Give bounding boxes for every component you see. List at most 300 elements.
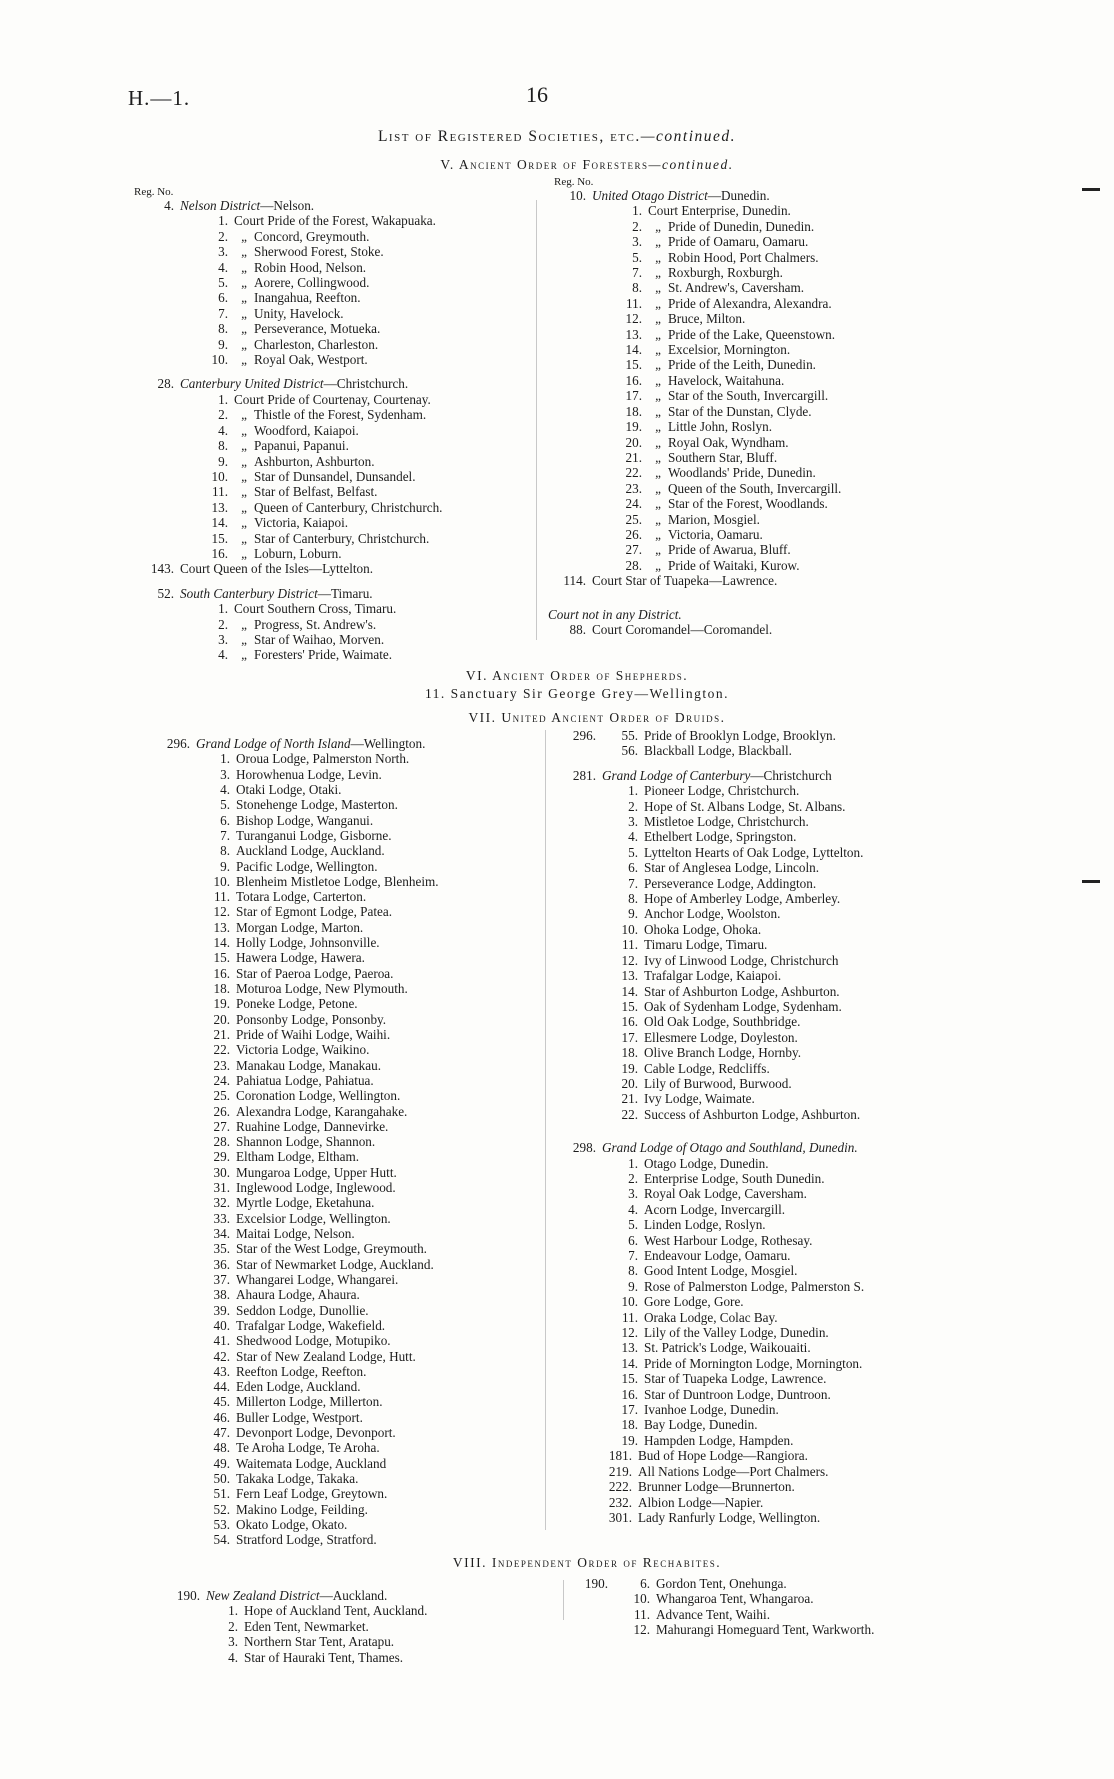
item-number: 3. (218, 244, 228, 260)
list-item (144, 1149, 439, 1164)
indent (158, 1619, 200, 1634)
entry-text: Bud of Hope Lodge—Rangiora. (638, 1448, 808, 1464)
indent (556, 799, 596, 814)
entry-text: Pride of Dunedin, Dunedin. (668, 218, 815, 234)
ditto-mark: „ (655, 526, 661, 542)
entry-text: Concord, Greymouth. (254, 228, 370, 244)
item-number: 3. (220, 766, 230, 782)
entry-text: Queen of Canterbury, Christchurch. (254, 499, 443, 515)
entry-text: Ohoka Lodge, Ohoka. (644, 921, 762, 937)
list-item (556, 1217, 864, 1232)
item-number: 11. (622, 937, 638, 953)
item-number: 2. (628, 1170, 638, 1186)
entry-text: Pride of Waitaki, Kurow. (668, 557, 800, 573)
list-item (548, 311, 841, 326)
indent (128, 260, 174, 275)
list-item (556, 1233, 864, 1248)
ditto-mark: „ (241, 631, 247, 647)
entry-text: Ethelbert Lodge, Springston. (644, 829, 797, 845)
item-number: 10. (211, 468, 228, 484)
ditto-mark: „ (241, 515, 247, 531)
ditto-mark: „ (655, 480, 661, 496)
ditto-mark: „ (241, 290, 247, 306)
indent (128, 321, 174, 336)
item-number: 17. (621, 1402, 638, 1418)
ditto-mark: „ (241, 647, 247, 663)
item-number: 8. (220, 843, 230, 859)
list-item (556, 1156, 864, 1171)
indent (144, 1333, 190, 1348)
item-number: 5. (628, 1217, 638, 1233)
indent (144, 1012, 190, 1027)
indent (548, 203, 586, 218)
entry-text: Olive Branch Lodge, Hornby. (644, 1045, 801, 1061)
item-number: 4. (228, 1649, 238, 1665)
indent (556, 1030, 596, 1045)
entry-text: Okato Lodge, Okato. (236, 1516, 348, 1532)
list-item (144, 1027, 439, 1042)
ditto-mark: „ (655, 234, 661, 250)
indent (556, 814, 596, 829)
item-number: 16. (621, 1386, 638, 1402)
district-name: Canterbury United District (180, 376, 324, 392)
indent (556, 1156, 596, 1171)
item-number: 11. (634, 1606, 650, 1622)
list-item (158, 1650, 427, 1665)
indent (144, 1180, 190, 1195)
item-number: 23. (213, 1057, 230, 1073)
entry-text: Pride of Mornington Lodge, Mornington. (644, 1355, 863, 1371)
list-item (548, 357, 841, 372)
list-item (556, 1061, 864, 1076)
item-number: 37. (213, 1271, 230, 1287)
reg-number: 281. (572, 767, 596, 783)
item-number: 45. (213, 1394, 230, 1410)
entry-text: All Nations Lodge—Port Chalmers. (638, 1463, 829, 1479)
list-item (128, 601, 442, 616)
list-item (128, 515, 442, 530)
list-item (548, 188, 841, 203)
indent (556, 1014, 596, 1029)
item-number: 48. (213, 1440, 230, 1456)
reg-number: 52. (157, 585, 174, 601)
indent (556, 845, 596, 860)
entry-text: —Auckland. (319, 1588, 388, 1603)
item-number: 6. (628, 1232, 638, 1248)
list-item (128, 376, 442, 391)
list-item (556, 1140, 864, 1155)
indent (144, 1165, 190, 1180)
item-number: 38. (213, 1287, 230, 1303)
indent (144, 996, 190, 1011)
item-number: 6. (220, 812, 230, 828)
item-number: 12. (621, 1325, 638, 1341)
indent (556, 953, 596, 968)
item-number: 11. (214, 889, 230, 905)
reg-number: 190. (584, 1576, 608, 1591)
entry-text: Cable Lodge, Redcliffs. (644, 1060, 770, 1076)
list-item (556, 1310, 864, 1325)
indent (548, 234, 586, 249)
entry-text: Charleston, Charleston. (254, 336, 379, 352)
entry-text: Star of Waihao, Morven. (254, 631, 385, 647)
indent (144, 1241, 190, 1256)
indent (128, 337, 174, 352)
entry-text: Star of the South, Invercargill. (668, 388, 829, 404)
item-number: 10. (621, 1294, 638, 1310)
entry-text: Sherwood Forest, Stoke. (254, 244, 384, 260)
entry-text: —Timaru. (317, 585, 373, 601)
document-reference: H.—1. (128, 86, 191, 110)
indent (144, 1104, 190, 1119)
entry-text: Old Oak Lodge, Southbridge. (644, 1014, 801, 1030)
entry-text: Otaki Lodge, Otaki. (236, 781, 342, 797)
indent (568, 1591, 608, 1606)
list-item (556, 1479, 864, 1494)
list-item (556, 1371, 864, 1386)
item-number: 2. (228, 1618, 238, 1634)
list-item (144, 1318, 439, 1333)
list-item (548, 296, 841, 311)
entry-text: Perseverance Lodge, Addington. (644, 875, 817, 891)
item-number: 14. (213, 935, 230, 951)
entry-text: Foresters' Pride, Waimate. (254, 647, 393, 663)
list-item (144, 828, 439, 843)
list-item (568, 1622, 874, 1637)
list-item (556, 953, 864, 968)
item-number: 54. (213, 1532, 230, 1548)
indent (556, 906, 596, 921)
indent (128, 306, 174, 321)
item-number: 17. (625, 388, 642, 404)
list-item (128, 306, 442, 321)
ditto-mark: „ (655, 280, 661, 296)
entry-text: Pride of Alexandra, Alexandra. (668, 295, 832, 311)
district-name: Nelson District (180, 198, 261, 213)
entry-text: Woodford, Kaiapoi. (254, 422, 359, 438)
list-item (556, 906, 864, 921)
indent (128, 647, 174, 662)
item-number: 22. (621, 1106, 638, 1122)
indent (548, 311, 586, 326)
item-number: 19. (625, 419, 642, 435)
list-item (548, 327, 841, 342)
entry-text: Bruce, Milton. (668, 311, 746, 327)
list-item (556, 1464, 864, 1479)
list-item (144, 904, 439, 919)
indent (144, 1425, 190, 1440)
indent (128, 275, 174, 290)
entry-text: Star of Hauraki Tent, Thames. (244, 1649, 403, 1665)
reg-number: 28. (157, 376, 174, 392)
list-item (556, 1356, 864, 1371)
spacer (556, 759, 864, 768)
indent (144, 1394, 190, 1409)
indent (548, 404, 586, 419)
entry-text: Ellesmere Lodge, Doyleston. (644, 1029, 798, 1045)
list-item (144, 751, 439, 766)
list-item (556, 968, 864, 983)
list-item (568, 1576, 874, 1591)
list-item (556, 728, 864, 743)
indent (144, 1318, 190, 1333)
entry-text: Coronation Lodge, Wellington. (236, 1088, 401, 1104)
item-number: 15. (625, 357, 642, 373)
list-item (128, 484, 442, 499)
item-number: 1. (220, 751, 230, 767)
entry-text: Rose of Palmerston Lodge, Palmerston S. (644, 1278, 865, 1294)
item-number: 53. (213, 1516, 230, 1532)
indent (144, 935, 190, 950)
indent (548, 327, 586, 342)
list-item (548, 280, 841, 295)
item-number: 2. (628, 798, 638, 814)
indent (548, 373, 586, 388)
indent (144, 828, 190, 843)
item-number: 11. (626, 295, 642, 311)
item-number: 16. (621, 1014, 638, 1030)
ditto-mark: „ (241, 352, 247, 368)
list-item (128, 469, 442, 484)
indent (548, 481, 586, 496)
district-name: South Canterbury District (180, 585, 318, 601)
entry-text: Queen of the South, Invercargill. (668, 480, 842, 496)
list-item (556, 1091, 864, 1106)
reg-number: 298. (572, 1140, 596, 1156)
list-item (128, 260, 442, 275)
ditto-mark: „ (655, 388, 661, 404)
item-number: 35. (213, 1241, 230, 1257)
item-number: 14. (211, 515, 228, 531)
list-item (144, 736, 439, 751)
list-item (128, 229, 442, 244)
entry-text: Ponsonby Lodge, Ponsonby. (236, 1011, 387, 1027)
list-item (556, 829, 864, 844)
list-item (144, 1119, 439, 1134)
indent (128, 546, 174, 561)
entry-text: Ivanhoe Lodge, Dunedin. (644, 1402, 779, 1418)
entry-text: Anchor Lodge, Woolston. (644, 906, 781, 922)
ditto-mark: „ (241, 336, 247, 352)
indent (556, 1340, 596, 1355)
item-number: 14. (621, 1355, 638, 1371)
entry-text: Shedwood Lodge, Motupiko. (236, 1333, 391, 1349)
district-name: New Zealand District (206, 1588, 320, 1603)
spacer (548, 589, 841, 598)
list-item (128, 423, 442, 438)
indent (548, 419, 586, 434)
entry-text: Pride of Awarua, Bluff. (668, 542, 791, 558)
item-number: 1. (218, 213, 228, 229)
indent (556, 1356, 596, 1371)
entry-text: West Harbour Lodge, Rothesay. (644, 1232, 813, 1248)
list-item (556, 999, 864, 1014)
indent (144, 1303, 190, 1318)
item-number: 10. (211, 352, 228, 368)
entry-text: Gordon Tent, Onehunga. (656, 1576, 787, 1591)
list-item (556, 743, 864, 758)
item-number: 1. (632, 203, 642, 219)
list-item (144, 889, 439, 904)
entry-text: Stratford Lodge, Stratford. (236, 1532, 377, 1548)
list-item (556, 922, 864, 937)
list-item (144, 1134, 439, 1149)
item-number: 31. (213, 1180, 230, 1196)
ditto-mark: „ (241, 259, 247, 275)
indent (144, 966, 190, 981)
foresters-left-column (128, 198, 442, 663)
entry-text: Lyttelton Hearts of Oak Lodge, Lyttelton. (644, 844, 864, 860)
entry-text: Hope of Amberley Lodge, Amberley. (644, 891, 841, 907)
column-divider (563, 1580, 564, 1620)
indent (128, 423, 174, 438)
indent (556, 1186, 596, 1201)
margin-mark (1082, 188, 1100, 191)
entry-text: Pioneer Lodge, Christchurch. (644, 783, 800, 799)
list-item (548, 435, 841, 450)
list-item (144, 1349, 439, 1364)
list-item (144, 874, 439, 889)
entry-text: Unity, Havelock. (254, 305, 344, 321)
list-item (144, 1333, 439, 1348)
item-number: 27. (625, 542, 642, 558)
indent (556, 1294, 596, 1309)
indent (144, 874, 190, 889)
item-number: 7. (218, 305, 228, 321)
entry-text: Victoria, Oamaru. (668, 526, 763, 542)
indent (144, 1364, 190, 1379)
list-item (128, 586, 442, 601)
entry-text: Pride of Brooklyn Lodge, Brooklyn. (644, 728, 836, 743)
item-number: 28. (625, 557, 642, 573)
list-item (548, 419, 841, 434)
item-number: 25. (213, 1088, 230, 1104)
item-number: 8. (218, 438, 228, 454)
indent (556, 922, 596, 937)
indent (556, 1402, 596, 1417)
list-item (556, 1433, 864, 1448)
item-number: 12. (633, 1622, 650, 1638)
ditto-mark: „ (241, 468, 247, 484)
list-item (144, 1364, 439, 1379)
indent (556, 984, 596, 999)
indent (556, 1387, 596, 1402)
entry-text: Gore Lodge, Gore. (644, 1294, 744, 1310)
list-item (144, 1471, 439, 1486)
entry-text: Star of Ashburton Lodge, Ashburton. (644, 983, 840, 999)
list-item (128, 500, 442, 515)
item-number: 21. (213, 1026, 230, 1042)
indent (548, 296, 586, 311)
entry-text: Otago Lodge, Dunedin. (644, 1155, 769, 1171)
ditto-mark: „ (655, 511, 661, 527)
list-item (548, 342, 841, 357)
reg-number: 143. (150, 561, 174, 577)
entry-text: Moturoa Lodge, New Plymouth. (236, 981, 408, 996)
item-number: 7. (628, 875, 638, 891)
ditto-mark: „ (655, 295, 661, 311)
entry-text: Star of the Dunstan, Clyde. (668, 403, 812, 419)
entry-text: Mungaroa Lodge, Upper Hutt. (236, 1164, 397, 1180)
item-number: 47. (213, 1425, 230, 1441)
item-number: 15. (621, 998, 638, 1014)
indent (548, 280, 586, 295)
item-number: 15. (211, 530, 228, 546)
district-name: Grand Lodge of North Island (196, 736, 351, 751)
list-item (144, 950, 439, 965)
entry-text: Pahiatua Lodge, Pahiatua. (236, 1072, 374, 1088)
item-number: 1. (628, 1155, 638, 1171)
list-item (556, 891, 864, 906)
entry-text: Star of Dunsandel, Dunsandel. (254, 468, 416, 484)
page-number: 16 (526, 82, 548, 107)
indent (144, 751, 190, 766)
list-item (128, 392, 442, 407)
item-number: 2. (218, 616, 228, 632)
indent (144, 889, 190, 904)
item-number: 16. (211, 545, 228, 561)
list-item (144, 1012, 439, 1027)
indent (128, 407, 174, 422)
entry-text: Shannon Lodge, Shannon. (236, 1134, 376, 1150)
ditto-mark: „ (241, 321, 247, 337)
item-number: 5. (632, 249, 642, 265)
list-item (548, 234, 841, 249)
entry-text: Star of the West Lodge, Greymouth. (236, 1241, 427, 1257)
list-item (556, 1202, 864, 1217)
indent (128, 617, 174, 632)
district-name: Grand Lodge of Canterbury (602, 767, 751, 783)
entry-text: Pride of Waihi Lodge, Waihi. (236, 1026, 391, 1042)
entry-text: Buller Lodge, Westport. (236, 1409, 363, 1425)
indent (144, 981, 190, 996)
entry-text: Pride of the Leith, Dunedin. (668, 357, 816, 373)
entry-text: Endeavour Lodge, Oamaru. (644, 1248, 791, 1263)
column-divider (545, 730, 546, 1530)
list-item (128, 290, 442, 305)
list-item (548, 373, 841, 388)
entry-text: Maitai Lodge, Nelson. (236, 1226, 355, 1241)
list-item (548, 607, 841, 622)
rechabites-title (30, 1555, 1114, 1571)
item-number: 3. (628, 1186, 638, 1202)
list-item (556, 1186, 864, 1201)
list-item (556, 1248, 864, 1263)
reg-number: 114. (563, 573, 586, 589)
rechabites-left-column (158, 1588, 427, 1665)
spacer (128, 577, 442, 586)
entry-text: Eltham Lodge, Eltham. (236, 1149, 360, 1165)
item-number: 9. (628, 1278, 638, 1294)
item-number: 56. (621, 743, 638, 759)
foresters-title (30, 157, 1114, 173)
entry-text: Perseverance, Motueka. (254, 321, 381, 337)
list-item (144, 1165, 439, 1180)
list-item (556, 845, 864, 860)
item-number: 20. (621, 1075, 638, 1091)
ditto-mark: „ (655, 326, 661, 342)
entry-text: Eden Lodge, Auckland. (236, 1379, 361, 1395)
list-item (128, 647, 442, 662)
indent (144, 1410, 190, 1425)
indent (144, 1058, 190, 1073)
list-title-continued: —continued. (640, 128, 737, 145)
list-item (128, 561, 442, 576)
entry-text: Court Pride of the Forest, Wakapuaka. (234, 213, 436, 229)
list-item (548, 404, 841, 419)
entry-text: Ashburton, Ashburton. (254, 453, 375, 469)
list-item (144, 996, 439, 1011)
